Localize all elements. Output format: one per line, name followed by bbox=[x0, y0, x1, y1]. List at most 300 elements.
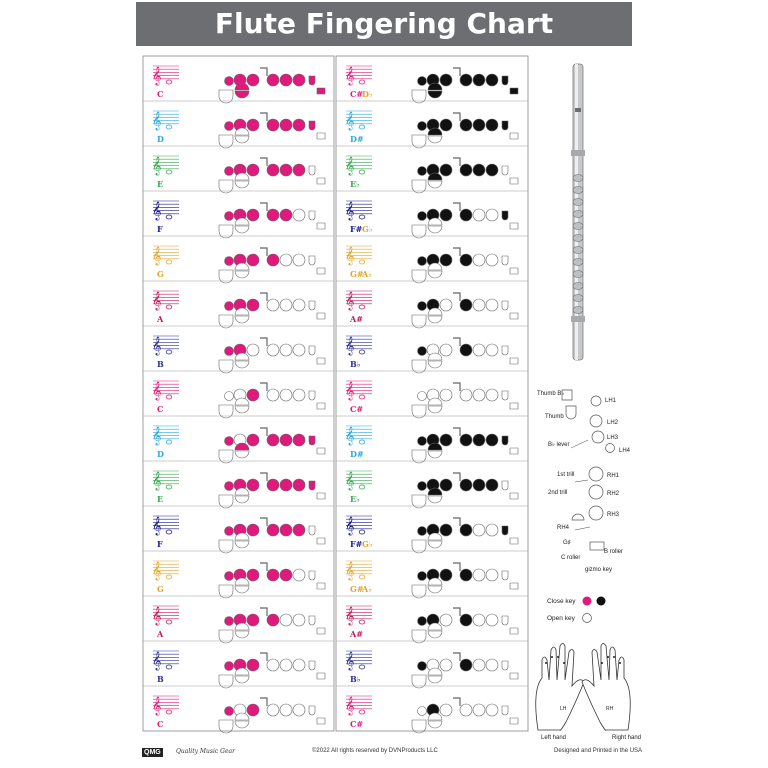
rh2-key bbox=[293, 569, 305, 581]
finger-dot bbox=[551, 656, 553, 658]
fingering-row bbox=[336, 191, 528, 238]
rh2-key bbox=[486, 344, 498, 356]
key-diagram bbox=[537, 390, 631, 573]
thumb-key bbox=[418, 347, 427, 356]
rh1-key bbox=[280, 209, 292, 221]
lh2-key bbox=[440, 614, 452, 626]
diagram-label-c-roller: C roller bbox=[561, 555, 581, 561]
fingering-row bbox=[336, 686, 528, 733]
thumb-key bbox=[418, 437, 427, 446]
diagram-label-bb-lever: B♭ lever bbox=[548, 442, 570, 448]
rh2-key bbox=[293, 119, 305, 131]
fingering-row bbox=[143, 326, 334, 373]
gsharp-key bbox=[428, 586, 442, 593]
gsharp-key bbox=[428, 721, 442, 728]
rh3-key bbox=[309, 391, 315, 400]
thumb-key bbox=[225, 662, 234, 671]
note-label: C# bbox=[350, 719, 364, 729]
fingering-row bbox=[345, 66, 518, 103]
gsharp-key bbox=[235, 226, 249, 233]
note-head bbox=[359, 665, 365, 669]
treble-clef-icon: 𝄞 bbox=[345, 246, 355, 265]
foot-joint-key bbox=[510, 493, 518, 499]
trill-lever bbox=[260, 608, 267, 616]
treble-clef-icon: 𝄞 bbox=[152, 201, 162, 220]
treble-clef-icon: 𝄞 bbox=[152, 516, 162, 535]
gsharp-key bbox=[428, 226, 442, 233]
rh3-key bbox=[502, 661, 508, 670]
treble-clef-icon: 𝄞 bbox=[152, 66, 162, 85]
rh3-key bbox=[309, 616, 315, 625]
lh2-key bbox=[440, 344, 452, 356]
rh2-key bbox=[293, 479, 305, 491]
brand-text: Quality Music Gear bbox=[176, 748, 235, 755]
rh2-key bbox=[293, 389, 305, 401]
legend-closed-sharp-dot bbox=[597, 597, 606, 606]
rh1-key bbox=[473, 389, 485, 401]
rh2-key bbox=[293, 524, 305, 536]
note-label: C# bbox=[350, 404, 364, 414]
lh2-key bbox=[247, 74, 259, 86]
foot-joint-key bbox=[510, 583, 518, 589]
rh1-key bbox=[280, 389, 292, 401]
treble-clef-icon: 𝄞 bbox=[152, 561, 162, 580]
lh2-key bbox=[440, 389, 452, 401]
fingering-row bbox=[143, 236, 334, 283]
thumb-key bbox=[225, 257, 234, 266]
gsharp-key bbox=[428, 676, 442, 683]
flute-key bbox=[573, 235, 583, 242]
flute-key bbox=[573, 247, 583, 254]
rh2-key bbox=[293, 74, 305, 86]
treble-clef-icon: 𝄞 bbox=[345, 651, 355, 670]
lh2-key bbox=[247, 704, 259, 716]
pointer-line bbox=[571, 440, 588, 448]
rh3-key bbox=[309, 481, 315, 490]
foot-joint-key bbox=[317, 718, 325, 724]
note-head bbox=[166, 305, 172, 309]
lh3-key bbox=[460, 389, 472, 401]
thumb-key bbox=[225, 167, 234, 176]
lh2-key bbox=[440, 164, 452, 176]
rh3-key bbox=[502, 526, 508, 535]
rh1-key bbox=[280, 659, 292, 671]
treble-clef-icon: 𝄞 bbox=[152, 111, 162, 130]
foot-joint-key bbox=[317, 673, 325, 679]
fingering-row bbox=[143, 506, 334, 553]
diagram-key bbox=[589, 506, 603, 520]
trill-lever bbox=[260, 113, 267, 121]
gsharp-key bbox=[428, 136, 442, 143]
rh3-key bbox=[309, 571, 315, 580]
rh3-key bbox=[502, 76, 508, 85]
thumb-key bbox=[418, 302, 427, 311]
trill-lever bbox=[453, 563, 460, 571]
lh3-key bbox=[460, 659, 472, 671]
diagram-label-gizmo: gizmo key bbox=[585, 567, 613, 573]
made-in-text: Designed and Printed in the USA bbox=[554, 748, 643, 754]
note-head bbox=[166, 485, 172, 489]
fingering-row bbox=[143, 146, 334, 193]
right-hand-caption: Right hand bbox=[612, 735, 642, 741]
lh3-key bbox=[267, 164, 279, 176]
note-head bbox=[166, 215, 172, 219]
right-hand-icon bbox=[582, 644, 630, 731]
lh2-key bbox=[440, 524, 452, 536]
rh1-key bbox=[280, 614, 292, 626]
lh3-key bbox=[460, 74, 472, 86]
thumb-key bbox=[225, 212, 234, 221]
foot-joint-key bbox=[510, 178, 518, 184]
treble-clef-icon: 𝄞 bbox=[345, 426, 355, 445]
lh3-key bbox=[460, 119, 472, 131]
thumb-key bbox=[225, 77, 234, 86]
trill-lever bbox=[453, 518, 460, 526]
lh2-key bbox=[247, 569, 259, 581]
qmg-logo: QMG bbox=[144, 749, 161, 756]
embouchure-hole bbox=[575, 108, 581, 112]
rh3-key bbox=[502, 571, 508, 580]
thumb-key-shape bbox=[566, 406, 576, 419]
rh3-key bbox=[502, 256, 508, 265]
note-label: B bbox=[157, 674, 164, 684]
fingering-row bbox=[143, 101, 334, 148]
foot-joint-key bbox=[510, 268, 518, 274]
rh1-key bbox=[280, 119, 292, 131]
treble-clef-icon: 𝄞 bbox=[345, 471, 355, 490]
flute-key bbox=[573, 283, 583, 290]
lh3-key bbox=[460, 704, 472, 716]
thumb-key bbox=[225, 617, 234, 626]
lh3-key bbox=[460, 344, 472, 356]
note-head bbox=[359, 260, 365, 264]
fingering-row bbox=[143, 461, 334, 508]
fingering-row bbox=[336, 461, 528, 508]
rh1-key bbox=[473, 434, 485, 446]
rh3-key bbox=[502, 121, 508, 130]
rh1-key bbox=[280, 434, 292, 446]
rh2-key bbox=[293, 299, 305, 311]
lh2-key bbox=[247, 254, 259, 266]
foot-joint-key bbox=[317, 313, 325, 319]
thumb-key bbox=[418, 77, 427, 86]
note-head bbox=[166, 395, 172, 399]
trill-lever bbox=[453, 248, 460, 256]
foot-joint-key bbox=[510, 448, 518, 454]
trill-lever bbox=[453, 428, 460, 436]
diagram-label-rh2: RH2 bbox=[607, 491, 620, 497]
diagram-key bbox=[590, 415, 602, 427]
note-head bbox=[359, 575, 365, 579]
note-label: G# bbox=[350, 269, 364, 279]
rh2-key bbox=[293, 434, 305, 446]
treble-clef-icon: 𝄞 bbox=[345, 201, 355, 220]
trill-lever bbox=[260, 248, 267, 256]
note-label: C# bbox=[350, 89, 364, 99]
fingering-row bbox=[143, 191, 334, 238]
treble-clef-icon: 𝄞 bbox=[152, 381, 162, 400]
fingering-row bbox=[336, 371, 528, 418]
finger-dot bbox=[557, 656, 559, 658]
rh3-key bbox=[309, 256, 315, 265]
rh1-key bbox=[473, 74, 485, 86]
lh3-key bbox=[267, 344, 279, 356]
rh3-key bbox=[309, 346, 315, 355]
foot-joint-key bbox=[317, 133, 325, 139]
thumb-key bbox=[418, 617, 427, 626]
rh1-key bbox=[280, 704, 292, 716]
treble-clef-icon: 𝄞 bbox=[345, 516, 355, 535]
legend-closed-main-dot bbox=[583, 597, 592, 606]
foot-joint-key bbox=[317, 628, 325, 634]
finger-dot bbox=[563, 662, 565, 664]
foot-joint-key bbox=[510, 313, 518, 319]
note-head bbox=[166, 710, 172, 714]
rh1-key bbox=[473, 659, 485, 671]
trill-lever bbox=[260, 698, 267, 706]
thumb-key bbox=[418, 572, 427, 581]
note-head bbox=[166, 170, 172, 174]
lh3-key bbox=[460, 569, 472, 581]
rh1-key bbox=[280, 164, 292, 176]
rh1-key bbox=[473, 524, 485, 536]
diagram-label-rh3: RH3 bbox=[607, 512, 620, 518]
note-head bbox=[359, 350, 365, 354]
note-head bbox=[359, 710, 365, 714]
page-title: Flute Fingering Chart bbox=[136, 2, 632, 46]
hand-outline bbox=[582, 644, 630, 731]
rh2-key bbox=[293, 164, 305, 176]
gsharp-key bbox=[235, 541, 249, 548]
thumb-key bbox=[225, 527, 234, 536]
gsharp-key bbox=[428, 541, 442, 548]
note-head bbox=[166, 620, 172, 624]
trill-lever bbox=[260, 293, 267, 301]
lh2-key bbox=[440, 479, 452, 491]
diagram-label-lh3: LH3 bbox=[607, 435, 619, 441]
note-label: G bbox=[157, 269, 164, 279]
trill-lever bbox=[453, 473, 460, 481]
lh2-key bbox=[247, 389, 259, 401]
note-label: D# bbox=[350, 134, 364, 144]
lh3-key bbox=[460, 209, 472, 221]
note-head bbox=[359, 80, 365, 84]
rh2-key bbox=[486, 524, 498, 536]
fingering-row bbox=[336, 101, 528, 148]
hand-outline bbox=[536, 644, 584, 731]
thumb-key bbox=[225, 482, 234, 491]
gsharp-key bbox=[235, 586, 249, 593]
treble-clef-icon: 𝄞 bbox=[152, 291, 162, 310]
lh2-key bbox=[440, 74, 452, 86]
note-label: B bbox=[157, 359, 164, 369]
gsharp-key bbox=[428, 91, 442, 98]
rh3-key bbox=[309, 661, 315, 670]
foot-joint-key bbox=[317, 493, 325, 499]
fingering-row bbox=[336, 146, 528, 193]
lh2-key bbox=[247, 299, 259, 311]
thumb-key bbox=[225, 392, 234, 401]
gsharp-key bbox=[235, 361, 249, 368]
trill-lever bbox=[453, 698, 460, 706]
note-label: D bbox=[157, 134, 164, 144]
rh3-key bbox=[502, 616, 508, 625]
rh3-key bbox=[309, 211, 315, 220]
flute-illustration bbox=[571, 64, 585, 360]
thumb-key bbox=[225, 347, 234, 356]
note-alt-label: G♭ bbox=[362, 224, 373, 234]
lh3-key bbox=[267, 569, 279, 581]
flute-joint bbox=[571, 316, 585, 322]
gsharp-key bbox=[235, 181, 249, 188]
treble-clef-icon: 𝄞 bbox=[345, 696, 355, 715]
trill-lever bbox=[453, 203, 460, 211]
foot-joint-key bbox=[317, 358, 325, 364]
rh2-key bbox=[293, 704, 305, 716]
foot-joint-key bbox=[510, 403, 518, 409]
note-label: E bbox=[157, 494, 164, 504]
fingering-row bbox=[143, 686, 334, 733]
trill-lever bbox=[260, 653, 267, 661]
rh2-key bbox=[486, 704, 498, 716]
thumb-key bbox=[418, 167, 427, 176]
gsharp-key bbox=[235, 496, 249, 503]
lh2-key bbox=[247, 524, 259, 536]
trill-lever bbox=[260, 473, 267, 481]
trill-lever bbox=[260, 563, 267, 571]
lh2-key bbox=[440, 434, 452, 446]
lh2-key bbox=[247, 344, 259, 356]
foot-joint-key bbox=[510, 223, 518, 229]
rh3-key bbox=[309, 76, 315, 85]
gsharp-key bbox=[235, 451, 249, 458]
lh3-key bbox=[267, 299, 279, 311]
note-label: B♭ bbox=[350, 359, 361, 369]
finger-dot bbox=[607, 656, 609, 658]
note-head bbox=[166, 350, 172, 354]
diagram-label-thumb: Thumb bbox=[545, 414, 564, 420]
rh1-key bbox=[280, 524, 292, 536]
note-label: C bbox=[157, 719, 164, 729]
lh2-key bbox=[440, 209, 452, 221]
thumb-key bbox=[418, 257, 427, 266]
rh2-key bbox=[486, 659, 498, 671]
note-alt-label: A♭ bbox=[362, 269, 372, 279]
lh2-key bbox=[440, 299, 452, 311]
lh2-key bbox=[247, 164, 259, 176]
flute-key bbox=[573, 307, 583, 314]
rh1-key bbox=[473, 164, 485, 176]
foot-joint-key bbox=[317, 268, 325, 274]
thumb-key bbox=[418, 482, 427, 491]
rh1-key bbox=[280, 479, 292, 491]
lh3-key bbox=[460, 614, 472, 626]
thumb-key bbox=[225, 437, 234, 446]
treble-clef-icon: 𝄞 bbox=[152, 471, 162, 490]
note-label: D# bbox=[350, 449, 364, 459]
rh3-key bbox=[502, 481, 508, 490]
note-head bbox=[359, 170, 365, 174]
finger-dot bbox=[613, 656, 615, 658]
fingering-row bbox=[336, 416, 528, 463]
diagram-key bbox=[606, 444, 615, 453]
foot-joint-key bbox=[510, 628, 518, 634]
trill-lever bbox=[453, 383, 460, 391]
lh2-key bbox=[247, 659, 259, 671]
rh3-key bbox=[502, 301, 508, 310]
trill-lever bbox=[453, 158, 460, 166]
fingering-row bbox=[143, 371, 334, 418]
rh1-key bbox=[473, 299, 485, 311]
note-head bbox=[166, 575, 172, 579]
note-head bbox=[166, 440, 172, 444]
lh2-key bbox=[440, 254, 452, 266]
fingering-row bbox=[336, 641, 528, 688]
fingering-row bbox=[336, 281, 528, 328]
lh2-key bbox=[247, 614, 259, 626]
gsharp-key bbox=[235, 91, 249, 98]
thumb-key bbox=[225, 122, 234, 131]
note-head bbox=[166, 665, 172, 669]
rh3-key bbox=[309, 436, 315, 445]
foot-joint-key bbox=[317, 538, 325, 544]
natural-notes-column bbox=[143, 56, 334, 733]
note-label: F# bbox=[350, 539, 363, 549]
left-hand-icon bbox=[536, 644, 584, 731]
flute-joint bbox=[571, 150, 585, 156]
rh3-key bbox=[502, 166, 508, 175]
lh3-key bbox=[267, 254, 279, 266]
foot-joint-key bbox=[317, 223, 325, 229]
key-legend bbox=[547, 597, 606, 623]
note-head bbox=[359, 620, 365, 624]
note-label: E bbox=[157, 179, 164, 189]
trill-lever bbox=[260, 518, 267, 526]
rh1-key bbox=[280, 74, 292, 86]
lh3-key bbox=[267, 119, 279, 131]
rh3-key bbox=[502, 436, 508, 445]
note-label: F bbox=[157, 224, 163, 234]
lh3-key bbox=[267, 659, 279, 671]
trill-lever bbox=[260, 203, 267, 211]
note-head bbox=[359, 395, 365, 399]
flute-key bbox=[573, 199, 583, 206]
note-label: A# bbox=[350, 314, 363, 324]
accidental-notes-column bbox=[336, 56, 528, 733]
note-label: B♭ bbox=[350, 674, 361, 684]
rh4-key-shape bbox=[572, 514, 584, 520]
flute-key bbox=[573, 295, 583, 302]
rh2-key bbox=[486, 119, 498, 131]
note-label: A bbox=[157, 629, 164, 639]
thumb-key bbox=[225, 707, 234, 716]
trill-lever bbox=[453, 653, 460, 661]
note-head bbox=[359, 485, 365, 489]
diagram-key bbox=[592, 431, 604, 443]
pointer-line bbox=[575, 527, 590, 530]
rh1-key bbox=[473, 569, 485, 581]
rh1-key bbox=[473, 119, 485, 131]
legend-open-dot bbox=[583, 614, 592, 623]
lh3-key bbox=[267, 524, 279, 536]
note-head bbox=[166, 80, 172, 84]
diagram-label-lh4: LH4 bbox=[619, 448, 631, 454]
rh3-key bbox=[502, 706, 508, 715]
lh2-key bbox=[440, 569, 452, 581]
rh2-key bbox=[486, 569, 498, 581]
lh3-key bbox=[460, 299, 472, 311]
treble-clef-icon: 𝄞 bbox=[152, 156, 162, 175]
